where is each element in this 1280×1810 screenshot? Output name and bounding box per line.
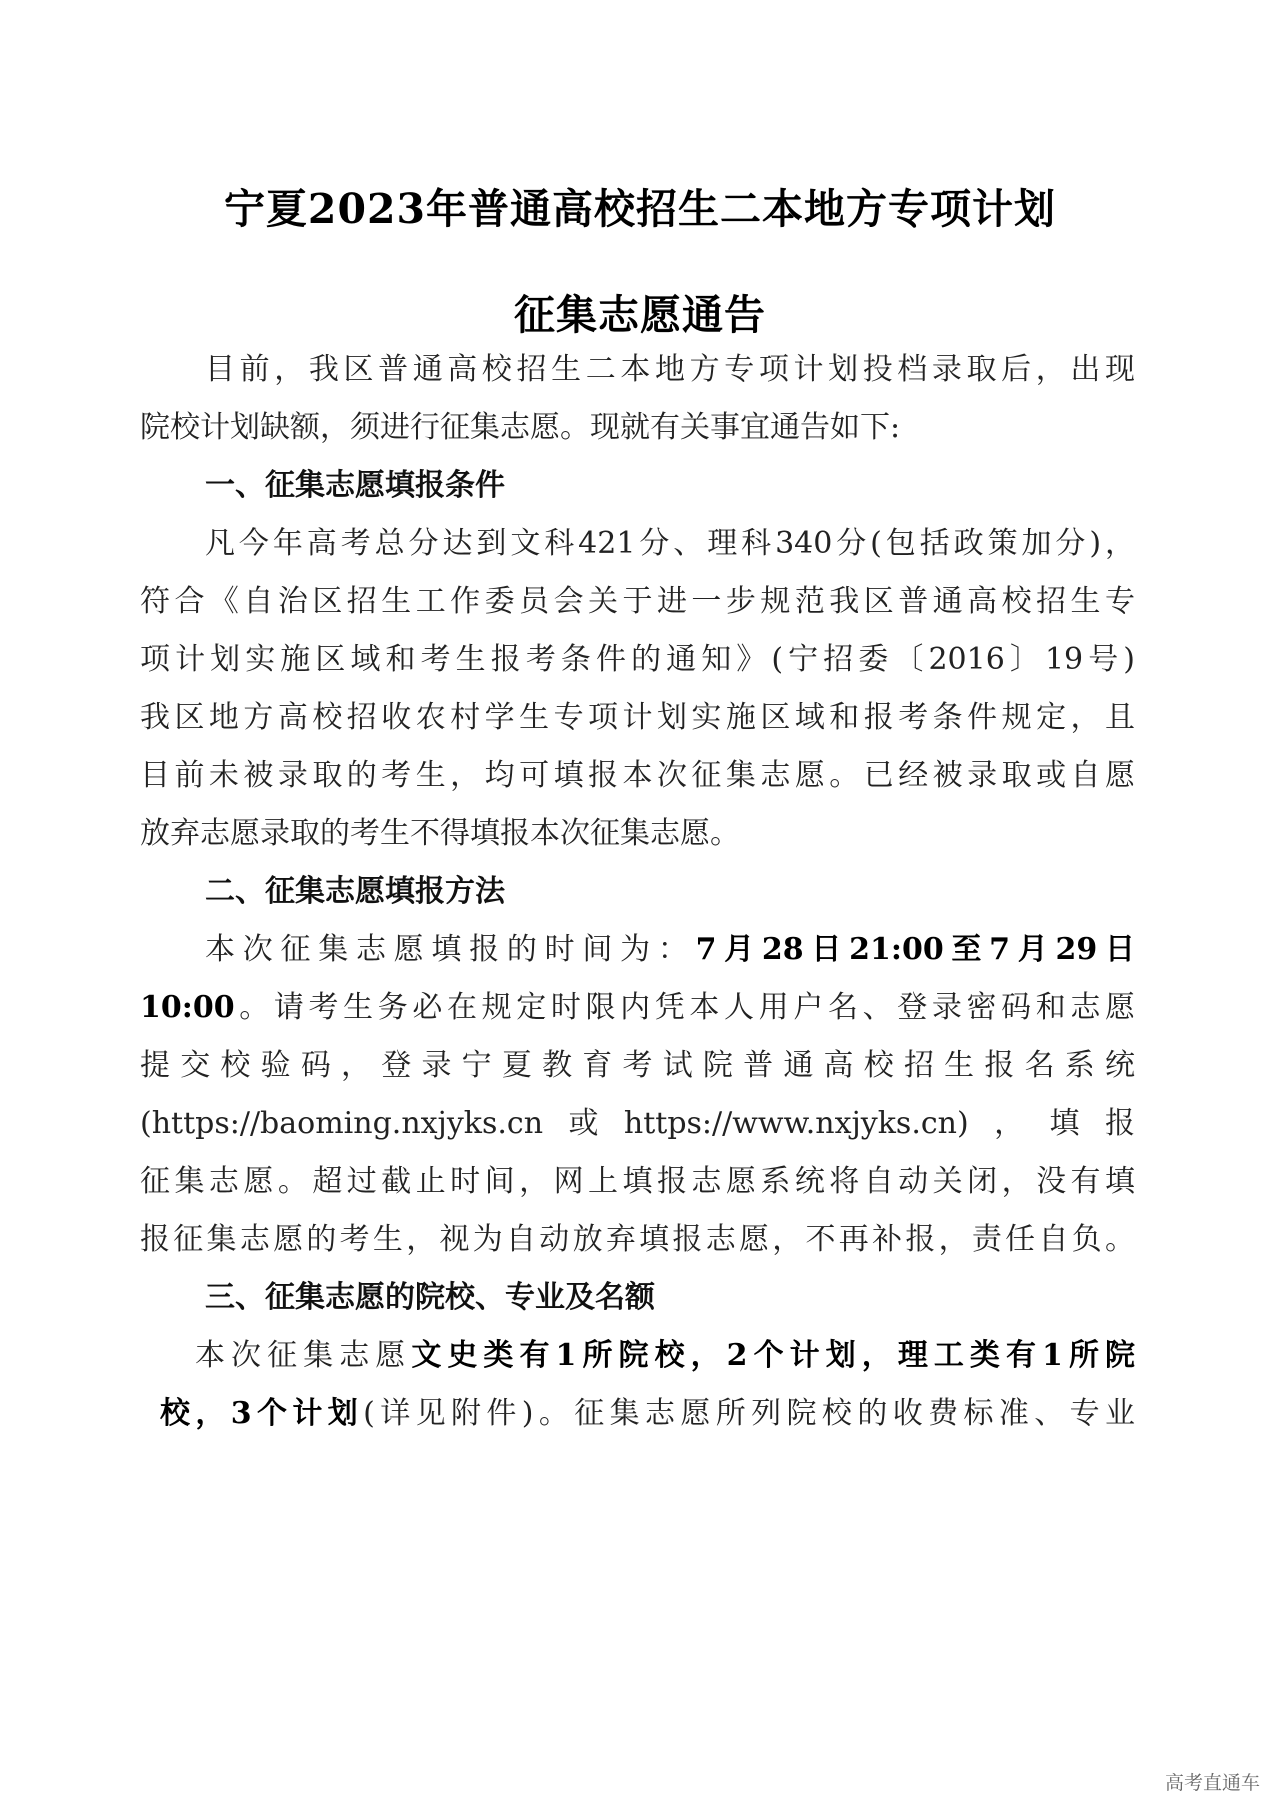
section2-line-5: 征集志愿。超过截止时间，网上填报志愿系统将自动关闭，没有填 <box>140 1164 1135 1199</box>
section2-line-2-text: 。请考生务必在规定时限内凭本人用户名、登录密码和志愿 <box>234 990 1135 1025</box>
section3-line-1 <box>195 1336 1135 1376</box>
section1-line-2: 符合《自治区招生工作委员会关于进一步规范我区普通高校招生专 <box>140 584 1135 619</box>
section3-line-1-text: 本次征集志愿 <box>195 1338 412 1373</box>
section3-line-2-text: (详见附件)。征集志愿所列院校的收费标准、专业 <box>363 1396 1135 1431</box>
section2-heading: 二、征集志愿填报方法 <box>205 874 505 909</box>
intro-line-2: 院校计划缺额，须进行征集志愿。现就有关事宜通告如下: <box>140 410 901 445</box>
section2-line-4-urls: (https://baoming.nxjyks.cn或https://www.nxjyks.cn)，填报 <box>140 1106 1135 1141</box>
section2-line-1 <box>205 930 1135 970</box>
section2-line-6: 报征集志愿的考生，视为自动放弃填报志愿，不再补报，责任自负。 <box>140 1222 1135 1257</box>
watermark: 高考直通车 <box>1164 1772 1260 1794</box>
section1-line-1: 凡今年高考总分达到文科421分、理科340分(包括政策加分)， <box>205 526 1135 561</box>
section2-time-label: 本次征集志愿填报的时间为： <box>205 932 696 967</box>
section1-line-3: 项计划实施区域和考生报考条件的通知》(宁招委〔2016〕19号) <box>140 642 1135 677</box>
section2-time-range-start: 7月28日21:00至7月29日 <box>695 932 1135 967</box>
section2-line-3: 提交校验码，登录宁夏教育考试院普通高校招生报名系统 <box>140 1048 1135 1083</box>
document-title-line2: 征集志愿通告 <box>514 291 766 339</box>
section1-line-5: 目前未被录取的考生，均可填报本次征集志愿。已经被录取或自愿 <box>140 758 1135 793</box>
section1-line-4: 我区地方高校招收农村学生专项计划实施区域和报考条件规定，且 <box>140 700 1135 735</box>
section2-line-2 <box>140 988 1135 1028</box>
document-title-line1: 宁夏2023年普通高校招生二本地方专项计划 <box>223 185 1057 233</box>
section3-line-2 <box>160 1394 1135 1434</box>
section3-quota-science: 校，3个计划 <box>160 1396 364 1431</box>
section2-time-range-end: 10:00 <box>140 990 235 1025</box>
intro-line-1: 目前，我区普通高校招生二本地方专项计划投档录取后，出现 <box>205 352 1135 387</box>
section3-heading: 三、征集志愿的院校、专业及名额 <box>205 1280 655 1315</box>
section1-heading: 一、征集志愿填报条件 <box>205 468 505 503</box>
section1-line-6: 放弃志愿录取的考生不得填报本次征集志愿。 <box>140 816 740 851</box>
section3-quota-liberal: 文史类有1所院校，2个计划，理工类有1所院 <box>411 1338 1136 1373</box>
